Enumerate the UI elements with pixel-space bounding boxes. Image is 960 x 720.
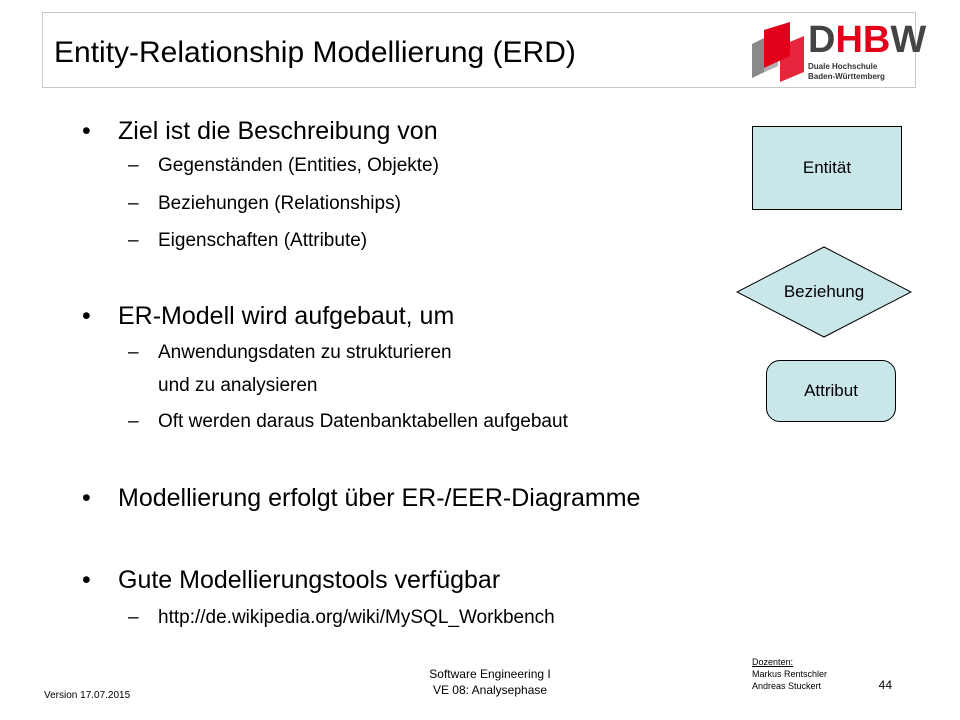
footer-course-line1: Software Engineering I <box>429 667 551 681</box>
legend-attribute-rounded-rectangle <box>766 360 896 422</box>
dhbw-subtitle: Duale Hochschule Baden-Württemberg <box>808 62 885 81</box>
dhbw-wordmark: DHBW <box>808 19 927 61</box>
legend-attribute-label: Attribut <box>804 381 858 400</box>
footer-lecturers <box>752 656 827 692</box>
footer-course <box>370 666 610 698</box>
dhbw-logo <box>750 18 927 86</box>
legend-relationship-label: Beziehung <box>783 282 865 301</box>
dhbw-logo-mark-icon <box>750 22 806 86</box>
slide-title: Entity-Relationship Modellierung (ERD) <box>54 36 576 69</box>
footer-version: Version 17.07.2015 <box>44 690 131 701</box>
footer-lecturers-heading: Dozenten: <box>752 657 794 667</box>
footer-course-line2: VE 08: Analysephase <box>432 683 548 697</box>
page-number: 44 <box>878 678 892 692</box>
legend-entity-rectangle <box>752 126 902 210</box>
footer-lecturer: Markus Rentschler <box>752 669 828 679</box>
footer-lecturer: Andreas Stuckert <box>752 681 822 691</box>
legend-entity-label: Entität <box>802 158 852 177</box>
